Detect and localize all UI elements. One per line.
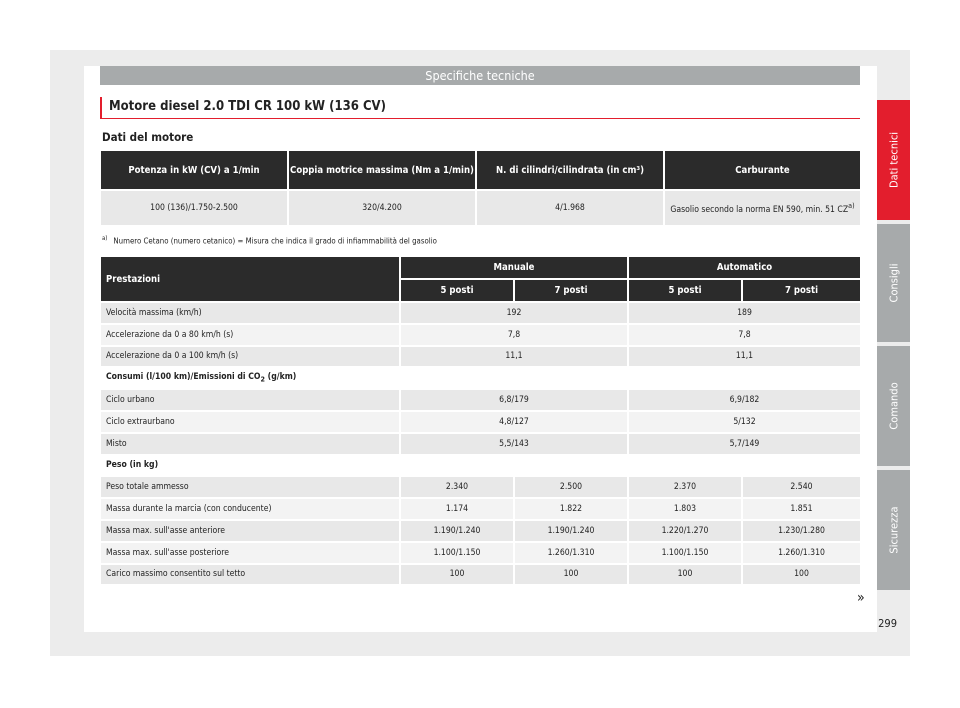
cell-value: 5,5/143 (401, 434, 627, 454)
cell-value: 5,7/149 (629, 434, 860, 454)
cell-value: 2.540 (743, 477, 860, 497)
cell-value: 5/132 (629, 412, 860, 432)
cell-value: 1.190/1.240 (515, 521, 627, 541)
cell-value: 1.100/1.150 (629, 543, 741, 563)
tab-sicurezza[interactable] (877, 470, 910, 590)
header-power: Potenza in kW (CV) a 1/min (101, 151, 287, 189)
row-label: Ciclo extraurbano (101, 412, 399, 432)
section-label: Peso (in kg) (101, 456, 860, 476)
footnote-marker: a) (102, 235, 108, 242)
tab-consigli[interactable] (877, 224, 910, 342)
header-fuel: Carburante (665, 151, 860, 189)
footnote (102, 235, 437, 246)
cell-value: 7,8 (629, 325, 860, 345)
engine-data-heading: Dati del motore (102, 130, 194, 144)
cell-value: 100 (629, 565, 741, 585)
cell-value: 11,1 (629, 347, 860, 367)
table-row (101, 390, 860, 410)
footnote-ref: a) (848, 201, 855, 211)
row-label: Accelerazione da 0 a 100 km/h (s) (101, 347, 399, 367)
row-label: Massa max. sull'asse anteriore (101, 521, 399, 541)
header-automatico: Automatico (629, 257, 860, 278)
cell-value: 1.174 (401, 499, 513, 519)
value-power: 100 (136)/1.750-2.500 (101, 191, 287, 225)
header-cylinders: N. di cilindri/cilindrata (in cm³) (477, 151, 663, 189)
cell-value: 192 (401, 303, 627, 323)
cell-value: 7,8 (401, 325, 627, 345)
cell-value: 1.260/1.310 (743, 543, 860, 563)
row-label: Accelerazione da 0 a 80 km/h (s) (101, 325, 399, 345)
header-manuale: Manuale (401, 257, 627, 278)
cell-value: 1.190/1.240 (401, 521, 513, 541)
section-header: Specifiche tecniche (100, 66, 860, 85)
header-seats: 7 posti (743, 280, 860, 301)
header-prestazioni: Prestazioni (101, 257, 399, 301)
row-label: Peso totale ammesso (101, 477, 399, 497)
cell-value: 6,9/182 (629, 390, 860, 410)
cell-value: 1.220/1.270 (629, 521, 741, 541)
table-row (101, 325, 860, 345)
cell-value: 1.851 (743, 499, 860, 519)
cell-value: 100 (515, 565, 627, 585)
page-number: 299 (878, 617, 897, 630)
cell-value: 1.822 (515, 499, 627, 519)
table-row (101, 499, 860, 519)
cell-value: 1.803 (629, 499, 741, 519)
table-row (101, 565, 860, 585)
cell-value: 189 (629, 303, 860, 323)
performance-table (99, 255, 862, 586)
cell-value: 2.500 (515, 477, 627, 497)
cell-value: 1.260/1.310 (515, 543, 627, 563)
row-label: Carico massimo consentito sul tetto (101, 565, 399, 585)
footnote-text: Numero Cetano (numero cetanico) = Misura che indica il grado di infiammabilità del gasolio (113, 236, 437, 246)
section-row-consumi (101, 368, 860, 388)
header-seats: 5 posti (401, 280, 513, 301)
cell-value: 1.100/1.150 (401, 543, 513, 563)
page-title: Motore diesel 2.0 TDI CR 100 kW (136 CV) (100, 97, 860, 119)
cell-value: 2.340 (401, 477, 513, 497)
table-row (101, 477, 860, 497)
table-row (101, 303, 860, 323)
table-row (101, 347, 860, 367)
row-label: Velocità massima (km/h) (101, 303, 399, 323)
value-cylinders: 4/1.968 (477, 191, 663, 225)
table-row (101, 521, 860, 541)
cell-value: 6,8/179 (401, 390, 627, 410)
tab-comando[interactable] (877, 346, 910, 466)
cell-value: 2.370 (629, 477, 741, 497)
section-row-peso (101, 456, 860, 476)
value-fuel: Gasolio secondo la norma EN 590, min. 51 CZ$^{a)}$ (665, 191, 860, 225)
value-torque: 320/4.200 (289, 191, 475, 225)
tab-label: Consigli (887, 263, 900, 303)
tab-label: Sicurezza (887, 506, 900, 554)
row-label: Misto (101, 434, 399, 454)
engine-data-table (99, 149, 862, 227)
row-label: Ciclo urbano (101, 390, 399, 410)
tab-label: Comando (887, 382, 900, 430)
row-label: Massa max. sull'asse posteriore (101, 543, 399, 563)
cell-value: 100 (743, 565, 860, 585)
header-seats: 5 posti (629, 280, 741, 301)
header-seats: 7 posti (515, 280, 627, 301)
table-row (101, 412, 860, 432)
cell-value: 100 (401, 565, 513, 585)
tab-label: Dati tecnici (887, 131, 900, 189)
continue-arrow-icon[interactable]: » (857, 590, 865, 606)
tab-dati-tecnici[interactable] (877, 100, 910, 220)
table-row (101, 543, 860, 563)
cell-value: 1.230/1.280 (743, 521, 860, 541)
table-row (101, 434, 860, 454)
section-label: Consumi (l/100 km)/Emissioni di $CO_2$ (g/km) (101, 368, 860, 388)
row-label: Massa durante la marcia (con conducente) (101, 499, 399, 519)
cell-value: 4,8/127 (401, 412, 627, 432)
header-torque: Coppia motrice massima (Nm a 1/min) (289, 151, 475, 189)
cell-value: 11,1 (401, 347, 627, 367)
